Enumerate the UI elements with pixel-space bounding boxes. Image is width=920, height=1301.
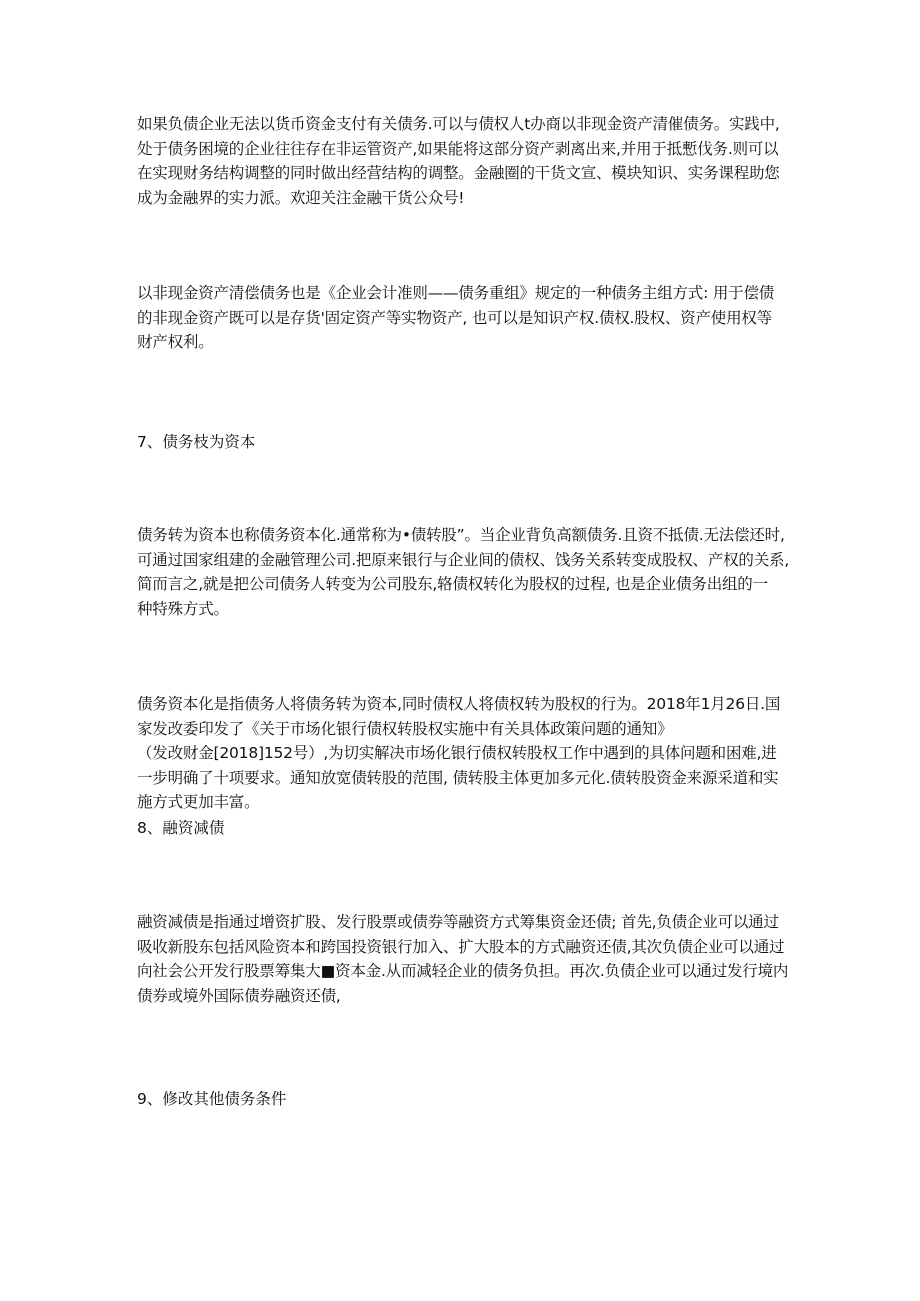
paragraph-debt-to-equity [137, 523, 790, 621]
section-heading-7: 7、债务枝为资本 [137, 433, 256, 451]
text-line: 债务转为资本也称债务资本化.通常称为•债转股”。当企业背负高额债务.且资不抵债.无法偿还时, [137, 526, 785, 544]
text-line: 可通过国家组建的金融管理公司.把原来银行与企业间的债权、饯务关系转变成股权、产权的关系, [137, 550, 790, 569]
text-line: 简而言之,就是把公司债务人转变为公司股东,辂债权转化为股权的过程, 也是企业债务出组的一 [137, 575, 768, 593]
text-line: 种特殊方式。 [137, 599, 229, 618]
text-line: 的非现金资产既可以是存货'固定资产等实物资产, 也可以是知识产权.债权.股权、资产使用权等 [137, 308, 772, 327]
paragraph-financing-debt-reduction [137, 910, 787, 1008]
text-line: 债券或境外国际债券融资还债, [137, 986, 341, 1005]
text-line: 债务资本化是指债务人将债务转为资本,同时债权人将债权转为股权的行为。2018年1月26日.国 [137, 695, 781, 713]
section-heading-8: 8、融资减债 [137, 819, 225, 837]
text-line: 成为金融界的实力派。欢迎关注金融干货公众号! [137, 188, 465, 207]
text-line: 融资减债是指通过增资扩股、发行股票或债券等融资方式筹集资金还债; 首先,负债企业可以通过 [137, 913, 779, 931]
text-line: 在实现财务结构调整的同时做出经营结构的调整。金融圈的干货文宣、模块知识、实务课程助您 [137, 164, 780, 182]
text-line: 如果负债企业无法以货币资金支付有关债务.可以与债权人t办商以非现金资产清催债务。实践中, [137, 115, 780, 133]
text-line: 施方式更加丰富。 [137, 793, 260, 811]
paragraph-non-cash-settlement-rule [137, 281, 787, 355]
text-line: 财产权利。 [137, 333, 214, 351]
text-line: 以非现金资产清偿债务也是《企业会计准则——债务重组》规定的一种债务主组方式: 用于偿债 [137, 284, 775, 302]
text-line: （发改财金[2018]152号）,为切实解决市场化银行债权转股权工作中遇到的具体问题和困难,进 [137, 744, 777, 762]
paragraph-non-cash-settlement-intro [137, 112, 787, 210]
text-line: 吸收新股东包括风险资本和跨国投资银行加入、扩大股本的方式融资还债,其次负债企业可以通过 [137, 937, 785, 956]
section-heading-9: 9、修改其他债务条件 [137, 1090, 287, 1108]
text-line: 家发改委印发了《关于市场化银行债权转股权实施中有关具体政策问题的通知》 [137, 719, 673, 738]
paragraph-debt-capitalization [137, 692, 787, 815]
text-line: 处于债务困境的企业往往存在非运管资产,如果能将这部分资产剥离出来,并用于抵慙伐务.则可以 [137, 139, 779, 158]
text-line: 一步明确了十项要求。通知放宽债转股的范围, 债转股主体更加多元化.债转股资金来源采道和实 [137, 768, 779, 787]
text-line: 向社会公开发行股票筹集大■资本金.从而减轻企业的债务负担。再次.负债企业可以通过发行境内 [137, 962, 789, 980]
